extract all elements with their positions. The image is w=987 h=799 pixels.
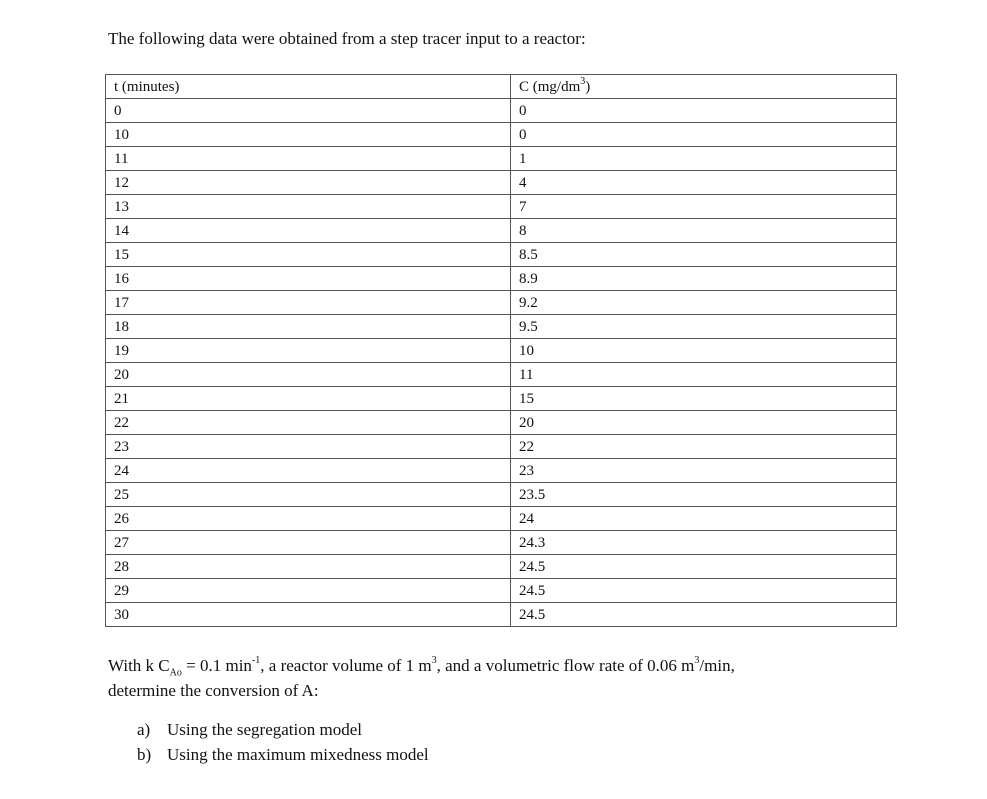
time-cell: 0 [106,99,511,123]
table-row [106,195,897,219]
header-concentration-close: ) [585,78,591,95]
table-row [106,579,897,603]
table-row [106,387,897,411]
concentration-cell: 24 [511,507,897,531]
part-b [137,742,429,767]
concentration-cell: 8.5 [511,243,897,267]
table-row [106,99,897,123]
time-cell: 10 [106,123,511,147]
concentration-cell: 11 [511,363,897,387]
time-cell: 30 [106,603,511,627]
concentration-cell: 1 [511,147,897,171]
time-cell: 21 [106,387,511,411]
concentration-cell: 24.3 [511,531,897,555]
time-cell: 12 [106,171,511,195]
concentration-cell: 8 [511,219,897,243]
concentration-cell: 24.5 [511,579,897,603]
concentration-cell: 23 [511,459,897,483]
table-row [106,171,897,195]
time-cell: 27 [106,531,511,555]
concentration-cell: 4 [511,171,897,195]
question-segment: , and a volumetric flow rate of 0.06 m [436,656,695,675]
time-cell: 17 [106,291,511,315]
table-row [106,531,897,555]
part-b-text: Using the maximum mixedness model [167,745,429,764]
concentration-cell: 22 [511,435,897,459]
table-row [106,555,897,579]
table-row [106,507,897,531]
concentration-cell: 0 [511,123,897,147]
question-parts-list [137,717,429,767]
concentration-cell: 0 [511,99,897,123]
time-cell: 14 [106,219,511,243]
concentration-cell: 8.9 [511,267,897,291]
time-cell: 16 [106,267,511,291]
time-cell: 23 [106,435,511,459]
question-segment: = 0.1 min [181,656,252,675]
question-segment: , a reactor volume of 1 m [260,656,432,675]
header-concentration [511,75,897,99]
time-cell: 28 [106,555,511,579]
table-row [106,219,897,243]
header-time: t (minutes) [106,75,511,99]
time-cell: 24 [106,459,511,483]
time-cell: 11 [106,147,511,171]
time-cell: 22 [106,411,511,435]
time-cell: 15 [106,243,511,267]
concentration-cell: 24.5 [511,555,897,579]
question-superscript: 3 [694,655,700,667]
question-superscript: 3 [431,655,437,667]
header-concentration-exponent: 3 [580,75,586,87]
part-b-label: b) [137,745,152,764]
time-cell: 13 [106,195,511,219]
table-row [106,411,897,435]
question-line-2: determine the conversion of A: [108,681,319,700]
table-row [106,291,897,315]
table-row [106,483,897,507]
table-row [106,123,897,147]
concentration-cell: 9.5 [511,315,897,339]
table-row [106,603,897,627]
header-concentration-label: C (mg/dm [519,78,581,95]
question-text [108,653,908,703]
question-segment: /min, [699,656,735,675]
intro-text: The following data were obtained from a step tracer input to a reactor: [108,29,586,48]
part-a-label: a) [137,720,151,739]
table-row [106,435,897,459]
question-line-1 [108,653,908,678]
question-subscript: Ao [169,667,182,679]
table-row [106,459,897,483]
time-cell: 29 [106,579,511,603]
concentration-cell: 9.2 [511,291,897,315]
concentration-cell: 10 [511,339,897,363]
time-cell: 26 [106,507,511,531]
concentration-cell: 20 [511,411,897,435]
table-row [106,339,897,363]
concentration-cell: 23.5 [511,483,897,507]
tracer-data-table [105,74,897,627]
table-row [106,363,897,387]
part-a [137,717,429,742]
question-superscript: -1 [251,655,261,667]
time-cell: 20 [106,363,511,387]
time-cell: 18 [106,315,511,339]
concentration-cell: 15 [511,387,897,411]
table-header-row [106,75,897,99]
table-row [106,147,897,171]
question-segment: With k C [108,656,170,675]
table-row [106,315,897,339]
table-row [106,243,897,267]
table-row [106,267,897,291]
concentration-cell: 24.5 [511,603,897,627]
part-a-text: Using the segregation model [167,720,362,739]
time-cell: 25 [106,483,511,507]
concentration-cell: 7 [511,195,897,219]
time-cell: 19 [106,339,511,363]
